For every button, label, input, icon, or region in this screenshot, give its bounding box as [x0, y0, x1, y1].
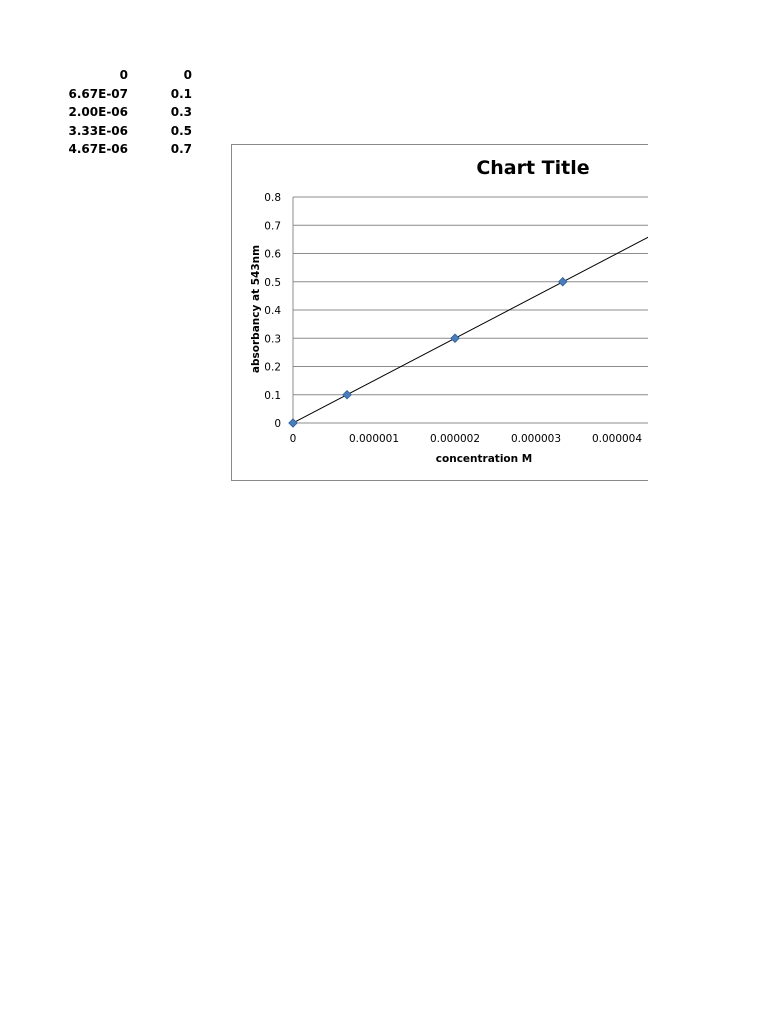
- y-tick-label: 0.4: [264, 305, 281, 317]
- cell-row[interactable]: [60, 66, 200, 85]
- x-tick-label: 0.000003: [510, 433, 562, 445]
- cell-absorbancy[interactable]: 0.7: [170, 142, 192, 156]
- data-point[interactable]: [451, 334, 459, 342]
- data-points: [289, 221, 648, 427]
- data-point[interactable]: [289, 419, 297, 427]
- cell-absorbancy[interactable]: 0.5: [170, 123, 192, 138]
- y-axis-label: absorbancy at 543nm: [250, 244, 262, 374]
- data-point[interactable]: [559, 278, 567, 286]
- data-cells: [60, 66, 200, 159]
- cell-concentration[interactable]: 0: [119, 68, 128, 82]
- x-tick-label: 0.000001: [348, 433, 400, 445]
- data-point[interactable]: [343, 391, 351, 399]
- cell-row[interactable]: [60, 85, 200, 104]
- y-tick-label: 0.1: [264, 389, 281, 402]
- chart-title[interactable]: Chart Title: [476, 157, 590, 179]
- y-tick-label: 0.7: [264, 220, 281, 233]
- cell-row[interactable]: [60, 122, 200, 141]
- trendline: [293, 225, 648, 423]
- cell-absorbancy[interactable]: 0: [183, 68, 192, 82]
- y-tick-label: 0.3: [264, 333, 281, 346]
- x-axis-label: concentration M: [435, 453, 533, 465]
- x-tick-labels: [290, 433, 643, 445]
- y-tick-label: 0.6: [264, 248, 281, 261]
- cell-row[interactable]: [60, 140, 200, 159]
- scatter-chart: [231, 144, 648, 481]
- y-tick-label: 0.5: [264, 276, 281, 289]
- y-tick-labels: [264, 192, 281, 430]
- cell-absorbancy[interactable]: 0.1: [170, 86, 192, 101]
- cell-row[interactable]: [60, 103, 200, 122]
- x-tick-label: 0: [289, 433, 297, 445]
- y-tick-label: 0.2: [264, 361, 281, 374]
- gridlines: [293, 197, 648, 423]
- cell-concentration[interactable]: 6.67E-07: [68, 86, 128, 101]
- trendline-layer: [293, 225, 648, 423]
- cell-absorbancy[interactable]: 0.3: [170, 105, 192, 119]
- y-tick-label: 0: [274, 418, 281, 430]
- cell-concentration[interactable]: 3.33E-06: [68, 123, 128, 138]
- cell-concentration[interactable]: 4.67E-06: [68, 142, 128, 156]
- chart-area[interactable]: [231, 144, 648, 481]
- y-tick-label: 0.8: [264, 192, 281, 204]
- x-tick-label: 0.000004: [591, 433, 643, 445]
- x-tick-label: 0.000002: [429, 433, 481, 445]
- cell-concentration[interactable]: 2.00E-06: [68, 105, 128, 119]
